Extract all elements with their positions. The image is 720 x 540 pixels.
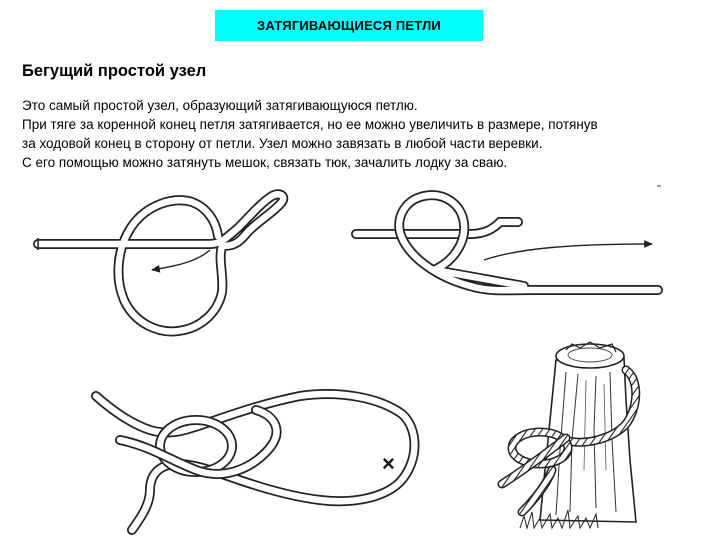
description-line: Это самый простой узел, образующий затягивающуюся петлю. [22, 98, 418, 113]
knot-step-1-illustration [38, 194, 283, 331]
section-heading: Бегущий простой узел [22, 62, 207, 80]
knot-step-3-illustration [96, 394, 415, 530]
x-mark: × [382, 451, 395, 476]
page-title: ЗАТЯГИВАЮЩИЕСЯ ПЕТЛИ [257, 18, 441, 33]
description-line: за ходовой конец в сторону от петли. Узел можно завязать в любой части веревки. [22, 136, 543, 151]
description-line: При тяге за коренной конец петля затягивается, но ее можно увеличить в размере, потянув [22, 117, 598, 132]
description-line: С его помощью можно затянуть мешок, связать тюк, зачалить лодку за сваю. [22, 155, 508, 170]
post-knot-illustration [502, 342, 636, 528]
knot-step-2-illustration [356, 195, 658, 290]
